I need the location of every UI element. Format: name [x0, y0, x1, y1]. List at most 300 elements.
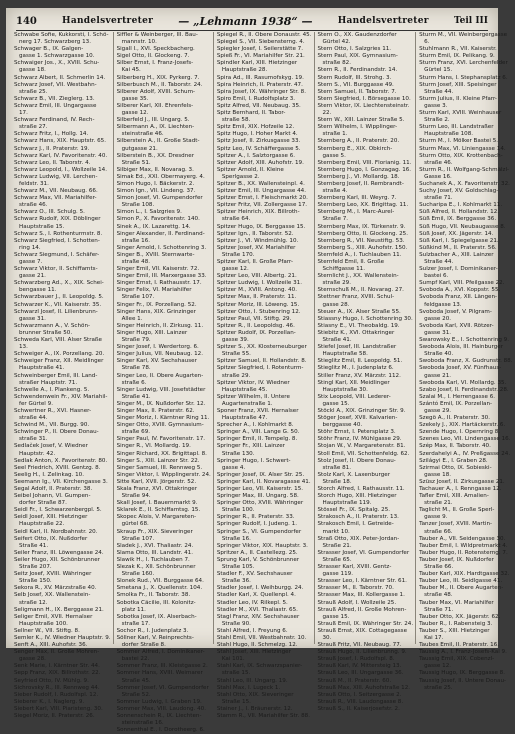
directory-entry: Szalai M., I. Herrengasse 6.	[419, 393, 496, 400]
directory-entry: straße 44.	[19, 415, 48, 422]
directory-entry: Tauber M., II. Obere Augarten-	[419, 585, 504, 592]
directory-entry: platz 11.	[121, 606, 146, 613]
directory-entry: Tachauer A., I. Renngasse 12.	[419, 486, 502, 492]
directory-entry: 6.	[424, 39, 430, 46]
directory-entry: gasse 31.	[424, 329, 452, 336]
directory-entry: Sternberg J., VI. Mollardg. 18.	[317, 173, 400, 180]
directory-entry: Seyfried Otto, IV. Mühlg. 9.	[14, 677, 89, 684]
directory-entry: Stahl Karl, IX. Schwarzspanier-	[216, 663, 303, 670]
directory-entry: straße 31.	[19, 436, 48, 443]
directory-entry: Straße 100.	[221, 507, 255, 514]
directory-entry: fer Gürtel 9.	[19, 400, 53, 407]
directory-entry: Schwertner R., XVI. Hasner-	[14, 407, 92, 414]
directory-entry: Singer Felix, VI. Mariahilfer	[116, 287, 192, 294]
directory-entry: Hauptstraße 30.	[322, 386, 368, 393]
directory-entry: Spitzer Max, II. Praterstr. 11.	[216, 294, 297, 301]
directory-entry: Straße 108.	[121, 202, 155, 209]
directory-entry: Spitz Josef, II. Zirkusgasse 33.	[216, 138, 301, 145]
directory-entry: Stern R., II. Ferdinandstr. 14.	[317, 67, 398, 74]
directory-entry: Siegel Moriz, II. Praterstr. 26.	[14, 713, 95, 719]
directory-entry: Schwager B., IX. Galgen-	[14, 46, 84, 53]
directory-entry: Hauptstraße 15.	[19, 223, 65, 230]
directory-entry: gasse 12.	[424, 663, 452, 670]
directory-entry: Stolz Josef, II. Obere Donau-	[317, 457, 396, 464]
directory-entry: Söllner Karl, V. Reinprechts-	[116, 634, 194, 641]
directory-entry: Spitzer Wilhelm, II. Untere	[216, 393, 290, 400]
directory-entry: Singer Karl, XV. Sechshauser	[116, 358, 197, 365]
directory-entry: Spitzer Emil, III. Ungargasse 44.	[216, 188, 307, 195]
directory-entry: Seliger Emil, XVII. Hernalser	[14, 613, 93, 620]
directory-entry: Süß Emil, IX. Berggasse 36.	[419, 216, 497, 223]
directory-entry: Tauber Leo, III. Seidlgasse 41.	[419, 578, 503, 585]
directory-entry: Schwarz J., II. Praterstr. 19.	[14, 145, 90, 152]
directory-entry: Silberfeld J., III. Ungarg. 5.	[116, 117, 190, 124]
directory-entry: Silberstein B., XX. Dresdner	[116, 152, 195, 159]
directory-entry: gasse 18.	[424, 471, 452, 478]
directory-entry: Sternberg Otto, II. Glockeng. 25.	[317, 230, 408, 237]
directory-entry: Straße 71.	[424, 606, 454, 613]
directory-entry: Straße 2.	[424, 117, 450, 124]
directory-entry: Sturm Emil, IX. Pelikang. 9.	[419, 53, 495, 60]
directory-entry: Straße 44.	[424, 88, 454, 95]
directory-entry: Storch Hugo, XIII. Hietzinger	[317, 493, 397, 500]
directory-entry: Tauber Emil, I. Wildpretmarkt 4.	[419, 542, 508, 549]
directory-entry: Straße 78.	[121, 365, 151, 372]
directory-entry: Singer Emil, VII. Kaiserstr. 72.	[116, 266, 200, 273]
directory-entry: Sternberg R., VII. Neustiftg. 53.	[317, 237, 405, 244]
directory-entry: Spitzer Arnold, II. Kleine	[216, 166, 284, 173]
directory-entry: Hauptstraße 58.	[322, 351, 368, 358]
directory-entry: Taubes Emil, II. Praterstr. 16.	[419, 642, 500, 649]
directory-entry: Simon Josef, VI. Gumpendorfer	[116, 195, 203, 202]
directory-page	[6, 8, 513, 734]
directory-entry: gutgasse 21.	[121, 145, 158, 152]
directory-entry: Simon L., I. Salzgries 9.	[116, 209, 182, 216]
directory-entry: Straße 66.	[424, 564, 454, 571]
directory-entry: Schwelle A., I. Plankeng. 5.	[14, 386, 90, 393]
directory-entry: Sternberg Emil, VIII. Florianig. 11.	[317, 159, 412, 166]
directory-entry: Spitzer Ernst, I. Fleischmarkt 20.	[216, 195, 308, 202]
directory-entry: Sedlaček Josef, V. Wiedner	[14, 443, 88, 450]
directory-entry: Taussig Emil, XIX. Cobenzl-	[419, 656, 495, 663]
directory-entry: gasse 20.	[424, 315, 452, 322]
directory-entry: Spitzer Viktor, IV. Wiedner	[216, 379, 290, 386]
directory-entry: Senft A., XIII. Auhofstr. 36.	[14, 642, 88, 649]
directory-entry: Spitzer Adolf, XIII. Auhofstr. 19.	[216, 159, 304, 166]
directory-entry: Schwarz Josef, VII. Westbahn-	[14, 81, 97, 88]
directory-entry: Süß Karl, I. Spiegelgasse 21.	[419, 237, 499, 244]
directory-entry: straße 66.	[424, 528, 453, 535]
directory-entry: 17.	[19, 110, 28, 117]
directory-entry: Sonnenschein R., IX. Liechten-	[116, 713, 202, 719]
directory-entry: Straße 51.	[121, 159, 151, 166]
directory-entry: Springer S., VI. Gumpendorfer	[216, 528, 302, 535]
directory-entry: Straße 7.	[322, 216, 349, 223]
directory-entry: Sulzer Josef, I. Dominikaner-	[419, 266, 498, 273]
directory-entry: Szilágyi E., I. Graben 28.	[419, 457, 488, 464]
directory-entry: Strauß Fritz, VII. Neubaug. 77.	[317, 642, 402, 649]
directory-entry: Sturm Max, VI. Liniengasse 14.	[419, 145, 506, 152]
directory-entry: Seitz Josef, XVIII. Währinger	[14, 571, 92, 578]
directory-entry: Strauß Hugo, II. Lilienbrunng. 9.	[317, 649, 407, 656]
directory-entry: gasse 5.	[322, 152, 346, 159]
directory-entry: Sternberg E., XIX. Obkirch-	[317, 145, 393, 152]
directory-entry: Sommer Alfred, I. Dominikaner-	[116, 649, 205, 656]
directory-entry: Stahl Alfred, I. Freyung 6.	[216, 627, 288, 634]
directory-entry: Stern O., XX. Gaudenzdorfer	[317, 32, 397, 38]
directory-entry: gürtel 68.	[121, 521, 149, 528]
directory-entry: Stadler F., XV. Sechshauser	[216, 571, 293, 578]
directory-entry: Spitz Leo, IV. Schäffergasse 5.	[216, 145, 301, 152]
directory-entry: Straß Otto, XIX. Peter-Jordan-	[317, 535, 400, 542]
directory-entry: gasse 21.	[19, 273, 46, 280]
directory-entry: Schweda Karl, VIII. Alser Straße	[14, 337, 102, 344]
directory-entry: Strauß S., II. Kaiserjosefstr. 2.	[317, 705, 400, 712]
directory-entry: Sigall I., XVI. Speckbacherg.	[116, 46, 195, 53]
directory-entry: Spitzer R., II. Leopoldsg. 46.	[216, 322, 295, 329]
header-right-title: Handelsvertreter	[337, 16, 429, 26]
directory-entry: gasse 39.	[221, 337, 249, 344]
directory-entry: Sekora R., XV. Märzstraße 40.	[14, 585, 97, 592]
directory-entry: Straße 55.	[221, 351, 251, 358]
directory-entry: Sternschuß M., II. Novarag. 27.	[317, 287, 404, 294]
directory-entry: Schwarzmann A., V. Schön-	[14, 322, 91, 329]
directory-entry: Spitzer Hugo, IX. Berggasse 15.	[216, 223, 306, 230]
directory-entry: Singer Emil, III. Marxergasse 33.	[116, 273, 207, 280]
directory-entry: Storch Alfred, I. Rathausstr. 11.	[317, 486, 405, 492]
directory-entry: Singer Julius, VII. Neubaug. 12.	[116, 351, 203, 358]
directory-entry: straße 69.	[121, 429, 151, 436]
directory-entry: Singer Otto, XVIII. Gymnasium-	[116, 422, 204, 429]
directory-entry: straße 29.	[322, 280, 351, 287]
directory-entry: Schwarzer K., VII. Kaiserstr. 35.	[14, 301, 102, 308]
directory-entry: Singer B., XVIII. Sternwarte-	[116, 251, 195, 258]
directory-entry: Hauptstraße 45.	[221, 386, 268, 393]
directory-entry: Segal Adolf, II. Praterstr. 38.	[14, 486, 93, 492]
directory-entry: Spitz Bernhard, II. Tabor-	[216, 110, 286, 117]
directory-entry: Sternberg Hugo, I. Gonzagag. 16.	[317, 166, 412, 173]
directory-entry: Stieglitz M., I. Judenplatz 6.	[317, 365, 394, 372]
directory-entry: Straße 90.	[221, 620, 251, 627]
directory-entry: Schwarz O., III. Schulg. 5.	[14, 209, 85, 216]
directory-entry: Szántó Emil, IX. Porzellan-	[419, 400, 493, 407]
directory-entry: Siebert Karl, VIII. Piaristeng. 30.	[14, 705, 103, 712]
directory-entry: Sklarek E., II. Schiffamtsg. 15.	[116, 507, 201, 514]
directory-entry: Silberbusch M., II. Taborstr. 24.	[116, 81, 203, 88]
directory-entry: Stern Samuel, II. Taborstr. 7.	[317, 88, 397, 95]
directory-entry: Straße 107.	[121, 294, 155, 301]
directory-entry: Seidl Josef, XIII. Hietzinger	[14, 514, 88, 521]
directory-entry: 30.	[322, 634, 332, 641]
directory-entry: Sobotka Cäcilie, III. Kolonitz-	[116, 599, 196, 606]
directory-entry: Spira Josef, IX. Währinger Str. 8.	[216, 88, 307, 95]
directory-entry: Tauber R., I. Rabensteig 3.	[419, 620, 493, 627]
directory-entry: Schwarz S., I. Rothenturmstr. 8.	[14, 230, 103, 237]
directory-entry: Straße 170.	[221, 251, 255, 258]
directory-entry: Spritzer A., II. Castellezg. 25.	[216, 549, 298, 556]
directory-entry: Straße 40.	[424, 351, 454, 358]
directory-entry: Taussig Josef, II. Untere Donau-	[419, 677, 507, 684]
directory-entry: Springer Karl, II. Novaragasse 41.	[216, 478, 311, 485]
directory-entry: Stern Wilhelm, I. Wipplinger-	[317, 124, 398, 131]
directory-entry: Senk Marie, I. Kärntner Str. 44.	[14, 663, 100, 670]
directory-entry: Hauptstraße 119.	[322, 500, 372, 507]
directory-entry: Sommer Ludwig, I. Graben 19.	[116, 698, 202, 705]
directory-entry: straßer Hauptstr. 71.	[19, 379, 78, 386]
directory-entry: Springer R., II. Praterstr. 33.	[216, 514, 295, 521]
directory-entry: bastei 6.	[424, 273, 449, 280]
directory-entry: Swoboda Josef, XV. Fünfhaus-	[419, 365, 502, 372]
directory-entry: Schwarz Ferdinand, IV. Rech-	[14, 117, 95, 124]
directory-entry: Hauptstraße 28.	[221, 67, 268, 74]
directory-entry: Tauber Max, VI. Mariahilfer	[419, 599, 494, 606]
directory-entry: straße 58.	[221, 117, 251, 124]
directory-entry: Szende Hugo, I. Opernring 8.	[419, 429, 501, 436]
directory-entry: Kai 17.	[424, 634, 444, 641]
directory-entry: Süß Hugo, VII. Neubaugasse 8.	[419, 223, 506, 230]
directory-entry: Singer Samuel, III. Rennweg 5.	[116, 464, 203, 471]
directory-entry: Singer Paul, IV. Favoritenstr. 17.	[116, 436, 206, 443]
directory-entry: Singer Richard, XX. Brigittapl. 8.	[116, 450, 207, 457]
directory-entry: Spitz Hugo, I. Hoher Markt 4.	[216, 131, 298, 138]
directory-entry: Straße 52.	[121, 691, 151, 698]
directory-entry: Strasser Leo, I. Kärntner Str. 61.	[317, 578, 407, 585]
directory-entry: Tauber Karl, XIX. Hardtgasse 32.	[419, 571, 510, 578]
directory-entry: Slawik H., I. Tuchlauben 7.	[116, 556, 190, 563]
directory-entry: Spiro Emil, I. Rudolfsplatz 3.	[216, 95, 296, 102]
directory-entry: Singer Hans, XIX. Grinzinger	[116, 308, 196, 315]
directory-entry: Szüsz Josef, II. Zirkusgasse 21.	[419, 478, 505, 485]
directory-entry: Silber Ernst, I. Franz-Josefs-	[116, 60, 194, 67]
directory-entry: Sommer Max, VIII. Laudong. 40.	[116, 705, 207, 712]
directory-entry: mannstr. 10.	[121, 39, 157, 46]
directory-entry: Straße 41.	[19, 542, 49, 549]
directory-entry: Simak Ed., XXI. Obermayerg. 4.	[116, 173, 205, 180]
directory-entry: Hauptstraße 100.	[19, 620, 68, 627]
directory-entry: Slonek Rud., VII. Burggasse 64.	[116, 578, 204, 585]
directory-entry: nerg 17. Schwarzberg 13.	[19, 39, 92, 46]
directory-entry: Spitzer Ign., II. Taborstr. 52.	[216, 230, 294, 237]
directory-entry: Sumpf Karl, VIII. Pfeilgasse 22.	[419, 280, 505, 287]
directory-entry: Sturm Leo, III. Landstraßer	[419, 124, 494, 131]
directory-entry: Spitzer Moriz, III. Löweng. 15.	[216, 301, 300, 308]
directory-entry: Schweinberger Emil, III. Land-	[14, 372, 98, 379]
directory-entry: Straße 36.	[221, 578, 251, 585]
directory-entry: straße 81.	[322, 464, 351, 471]
directory-entry: Spira Ad., III. Rasumofskyg. 19.	[216, 74, 304, 81]
directory-entry: Suchanek A., X. Favoritenstr. 32.	[419, 180, 510, 187]
directory-entry: Sieber Rudolf, I. Rudolfspl. 12.	[14, 691, 99, 698]
directory-entry: Straße 18.	[322, 478, 352, 485]
directory-entry: Kai 45.	[121, 67, 141, 74]
directory-entry: Straße 41.	[322, 337, 352, 344]
directory-entry: Schwarz M., VII. Neubaug. 66.	[14, 188, 98, 195]
directory-entry: Skopec Alois, V. Margareten-	[116, 514, 197, 521]
directory-entry: Sturm Hans, I. Stephansplatz 6.	[419, 74, 508, 81]
directory-entry: Sprecher A., I. Kohlmarkt 8.	[216, 422, 294, 429]
directory-entry: Taglicht M., II. Große Sperl-	[419, 507, 495, 514]
directory-entry: gasse 12.	[121, 110, 149, 117]
directory-entry: Stix Leopold, VIII. Lederer-	[317, 393, 391, 400]
directory-entry: Stamm R., VII. Mariahilfer Str. 88.	[216, 713, 311, 719]
directory-entry: Spitzer A., I. Salztorgasse 6.	[216, 152, 296, 159]
directory-entry: Sternberg Max, IX. Türkenstr. 9.	[317, 223, 406, 230]
directory-entry: Sternberg Leo, XX. Brigittag. 11.	[317, 202, 409, 209]
directory-entry: Gürtel 42.	[322, 39, 351, 46]
directory-entry: Strauß Adolf, I. Wollzeile 25.	[317, 599, 397, 606]
directory-entry: gasse 3.	[424, 102, 448, 109]
directory-entry: dorfer Straße 87.	[19, 500, 67, 507]
directory-entry: Schwarzl Josef, II. Lilienbrunn-	[14, 308, 98, 315]
directory-entry: gasse 1. Schwarzgasse 10.	[19, 53, 95, 60]
directory-entry: Sellner W., VII. Stiftg. 8.	[14, 627, 80, 634]
directory-entry: Sichrovsky R., III. Rennweg 44.	[14, 684, 100, 691]
directory-column	[317, 32, 417, 712]
directory-entry: Stiebitz K., XVI. Ottakringer	[317, 329, 395, 336]
directory-entry: Slama Otto, III. Landstr. 41.	[116, 549, 194, 556]
directory-column	[14, 32, 114, 719]
directory-entry: Sigel Otto, II. Glockeng. 7.	[116, 53, 190, 60]
directory-entry: Stern W., XIII. Lainzer Straße 5.	[317, 117, 405, 124]
directory-entry: Schweiger A., IX. Porzellang. 20.	[14, 351, 105, 358]
directory-entry: Sturm Josef, XIII. Speisinger	[419, 81, 497, 88]
directory-entry: Stössel Fr., IX. Spitalg. 25.	[317, 507, 391, 514]
directory-entry: Stöhr Franz, IV. Mühlgasse 29.	[317, 436, 402, 443]
directory-entry: Tauber Otto, XX. Jägerstr. 62.	[419, 613, 501, 620]
directory-entry: Sturm Karl, XVIII. Weinhauser	[419, 110, 502, 117]
directory-entry: Sobotka Josef, IX. Alserbach-	[116, 613, 197, 620]
directory-entry: Strasser Josef, VI. Gumpendorfer	[317, 549, 410, 556]
directory-entry: Springer A., VIII. Lange G. 50.	[216, 429, 300, 436]
directory-entry: Sternberg Karl, III. Weyrg. 7.	[317, 195, 397, 202]
directory-entry: dorfer Straße 8.	[121, 642, 166, 649]
directory-entry: Szép Max, II. Taborstr. 40.	[419, 443, 491, 450]
directory-entry: Spitzer Paul, VII. Stiftg. 29.	[216, 315, 292, 322]
directory-entry: Sinek A., IX. Lazarettg. 14.	[116, 223, 191, 230]
directory-entry: feldgasse 13.	[424, 301, 462, 308]
directory-entry: Augartenstraße 1.	[221, 400, 273, 407]
directory-entry: Straße 15.	[221, 698, 251, 705]
directory-entry: Schwarz B., VII. Zieglerg. 13.	[14, 95, 95, 102]
directory-entry: Szegö A., II. Praterstr. 30.	[419, 415, 490, 422]
directory-entry: Tauber A., VII. Seidengasse 30.	[419, 535, 506, 542]
directory-entry: Gasse 16.	[424, 173, 452, 180]
directory-columns	[14, 32, 513, 734]
directory-entry: Allee 1.	[121, 315, 143, 322]
directory-entry: Singer Moriz, I. Kärntner Ring 11.	[116, 415, 210, 422]
directory-entry: Springer Viktor, XIX. Hauptstr. 3.	[216, 542, 308, 549]
directory-entry: Tafler Emil, XIII. Amalien-	[419, 493, 489, 500]
header-center-title: — „Lehmann 1938“ —	[178, 14, 313, 28]
directory-entry: Singer Arnold, I. Schottenring 3.	[116, 244, 207, 251]
directory-entry: straße 21.	[424, 500, 453, 507]
directory-entry: Spitzer M., XVIII. Antong. 40.	[216, 287, 297, 294]
directory-entry: Singer Alexander, II. Ferdinand-	[116, 230, 205, 237]
directory-entry: Strauß Emil, IX. Währinger Str. 24.	[317, 620, 414, 627]
directory-entry: Hauptstr. 42.	[19, 450, 56, 457]
directory-entry: Strauß Josef, I. Rudolfspl. 8.	[317, 656, 395, 663]
directory-entry: Spindler Karl, XIII. Hietzinger	[216, 60, 298, 67]
directory-entry: Schwarz Fritz, I., Hollg. 14.	[14, 131, 89, 138]
directory-entry: Sucharipa E., I. Kohlmarkt 11.	[419, 202, 503, 209]
directory-entry: Hauptstraße 41.	[19, 365, 65, 372]
directory-entry: Stainer J., I. Bräunerstr. 12.	[216, 705, 293, 712]
directory-entry: Swarowsky E., I. Schottenring 9.	[419, 337, 509, 344]
directory-entry: Sulzbacher A., XIII. Lainzer	[419, 251, 494, 258]
directory-entry: Smetana J., X. Quellenstr. 104.	[116, 585, 203, 592]
directory-entry: Stahl Emil, VII. Westbahnstr. 10.	[216, 634, 307, 641]
directory-entry: Spiegel R., II. Obere Donaustr. 45.	[216, 32, 312, 38]
directory-entry: berggasse 40.	[322, 422, 363, 429]
directory-entry: Singer M., IX. Nußdorfer Str. 12.	[116, 400, 206, 407]
directory-entry: Stiller Franz, XV. Märzstr. 112.	[317, 372, 401, 379]
directory-entry: Skala Franz, XVI. Ottakringer	[116, 486, 198, 492]
directory-entry: Singer Heinrich, II. Zirkusg. 11.	[116, 322, 204, 329]
directory-entry: Schwabe Sofie, Kukkorsti, I. Schö-	[14, 32, 109, 38]
directory-entry: Stadler M., XVI. Thaliastr. 65.	[216, 606, 298, 613]
directory-entry: straße 4.	[322, 188, 348, 195]
directory-entry: straße 48.	[424, 592, 453, 599]
directory-entry: Sturm Julius, II. Kleine Pfarr-	[419, 95, 497, 102]
directory-entry: Schwarz Viktor, II. Schiffamts-	[14, 266, 98, 273]
directory-entry: Seel Friedrich, XVIII. Gentzg. 8.	[14, 464, 101, 471]
directory-entry: ring 14.	[19, 244, 41, 251]
directory-entry: Szekely J., XIX. Hartäckerstr. 6.	[419, 422, 506, 429]
directory-entry: Strauß Otto, I. Seitzergasse 2.	[317, 691, 402, 698]
directory-entry: Seibel Johann, VI. Gumpen-	[14, 493, 91, 500]
directory-entry: gasse 28.	[19, 656, 46, 663]
directory-entry: Seidl Karl, II. Nordbahnstr. 20.	[14, 528, 98, 535]
directory-entry: Spitzer Rudolf, IX. Porzellan-	[216, 329, 296, 336]
directory-entry: Seiler Franz, III. Löwengasse 24.	[14, 549, 104, 556]
directory-entry: Stolz Karl, X. Laxenburger	[317, 471, 390, 478]
directory-entry: Semler K., IV. Wiedner Hauptstr. 9.	[14, 634, 111, 641]
directory-entry: Sternlicht J., XX. Wallenstein-	[317, 273, 399, 280]
directory-entry: feldstr. 31.	[19, 180, 49, 187]
directory-entry: Swoboda Alois, III. Hainburger	[419, 344, 504, 351]
directory-entry: Tauber Hugo, II. Rotensterng. 7.	[419, 549, 508, 556]
directory-entry: brunner Straße 50.	[19, 329, 73, 336]
directory-entry: gasse 28.	[322, 301, 350, 308]
directory-entry: Springer Hugo, I. Schwert-	[216, 457, 291, 464]
directory-entry: Strauß Alfred, II. Große Mohren-	[317, 606, 407, 613]
directory-entry: Hauptstraße 108.	[424, 131, 474, 138]
directory-entry: Sponer Franz, XVII. Hernalser	[216, 407, 299, 414]
directory-entry: Stiasny E., VI. Theobaldg. 19.	[317, 322, 400, 329]
directory-entry: Hauptstraße 47.	[221, 415, 268, 422]
directory-entry: Sommer Josef, VI. Gumpendorfer	[116, 684, 209, 691]
directory-entry: Sepp Franz, XIX. Billrothstr. 22.	[14, 670, 101, 677]
directory-entry: Spitzer Samuel, II. Hollandstr. 8.	[216, 358, 307, 365]
directory-entry: Strauß Max, XIII. Auhofstraße 12.	[317, 684, 411, 691]
directory-entry: straße 6.	[121, 379, 147, 386]
header-part: Teil III	[453, 16, 488, 26]
directory-entry: Tanzer Josef, XVIII. Martin-	[419, 521, 493, 528]
directory-entry: Stahl Hugo, II. Schmelzg. 12.	[216, 642, 298, 649]
directory-entry: Strakosch A., II. Praterstr. 13.	[317, 514, 399, 521]
directory-entry: gasse 12.	[221, 266, 249, 273]
directory-entry: Spitzer B., XX. Wallensteinpl. 4.	[216, 180, 305, 187]
directory-entry: Stern Viktor, IX. Liechtensteinstr.	[317, 102, 410, 109]
directory-entry: Seelig H., I. Zelinkag. 10.	[14, 471, 85, 478]
directory-entry: Spitzer Karl, II. Große Pfarr-	[216, 259, 293, 265]
directory-entry: Stojan W., V. Margaretenstr. 81.	[317, 443, 406, 450]
directory-entry: 22.	[322, 110, 332, 117]
directory-entry: Seifert Otto, IX. Nußdorfer	[14, 535, 88, 542]
directory-entry: Strauß Karl, IV. Mittersteig 13.	[317, 663, 402, 670]
directory-entry: straße 16.	[121, 237, 151, 244]
directory-entry: Sternberg M., I. Marc-Aurel-	[317, 209, 395, 216]
